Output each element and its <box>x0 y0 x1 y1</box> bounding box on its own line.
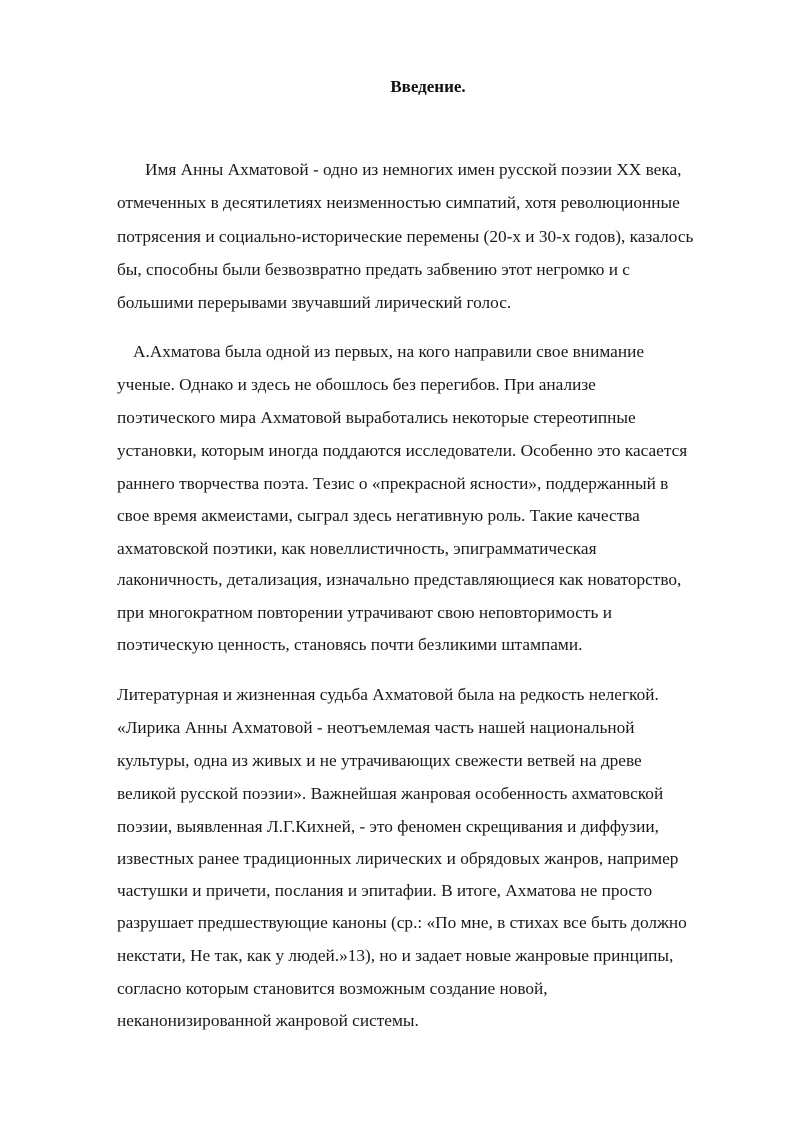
paragraph-1-line-1: Имя Анны Ахматовой - одно из немногих имен русской поэзии XX века, <box>145 160 682 179</box>
paragraph-2-line-3: поэтического мира Ахматовой выработались некоторые стереотипные <box>117 408 636 427</box>
paragraph-1-line-2: отмеченных в десятилетиях неизменностью симпатий, хотя революционные <box>117 193 680 212</box>
paragraph-3-line-10: согласно которым становится возможным создание новой, <box>117 979 548 998</box>
paragraph-2-line-10: поэтическую ценность, становясь почти безликими штампами. <box>117 635 583 654</box>
paragraph-3-line-6: известных ранее традиционных лирических и обрядовых жанров, например <box>117 849 679 868</box>
paragraph-3-line-7: частушки и причети, послания и эпитафии. В итоге, Ахматова не просто <box>117 881 653 900</box>
paragraph-2-line-6: свое время акмеистами, сыграл здесь негативную роль. Такие качества <box>117 506 640 525</box>
paragraph-3-line-3: культуры, одна из живых и не утрачивающих свежести ветвей на древе <box>117 751 642 770</box>
paragraph-3-line-11: неканонизированной жанровой системы. <box>117 1011 419 1030</box>
paragraph-1-line-5: большими перерывами звучавший лирический голос. <box>117 293 512 312</box>
paragraph-2-line-7: ахматовской поэтики, как новеллистичность, эпиграмматическая <box>117 539 597 558</box>
paragraph-3-line-5: поэзии, выявленная Л.Г.Кихней, - это феномен скрещивания и диффузии, <box>117 817 659 836</box>
paragraph-2-line-9: при многократном повторении утрачивают свою неповторимость и <box>117 603 612 622</box>
paragraph-2-line-1: А.Ахматова была одной из первых, на кого направили свое внимание <box>133 342 644 361</box>
paragraph-3-line-8: разрушает предшествующие каноны (ср.: «По мне, в стихах все быть должно <box>117 913 687 932</box>
paragraph-1-line-3: потрясения и социально-исторические перемены (20-х и 30-х годов), казалось <box>117 227 694 246</box>
paragraph-2-line-8: лаконичность, детализация, изначально представляющиеся как новаторство, <box>117 570 682 589</box>
paragraph-2-line-4: установки, которым иногда поддаются исследователи. Особенно это касается <box>117 441 688 460</box>
paragraph-2-line-5: раннего творчества поэта. Тезис о «прекрасной ясности», поддержанный в <box>117 474 669 493</box>
paragraph-3-line-1: Литературная и жизненная судьба Ахматовой была на редкость нелегкой. <box>117 685 659 704</box>
paragraph-3-line-2: «Лирика Анны Ахматовой - неотъемлемая часть нашей национальной <box>117 718 635 737</box>
paragraph-3-line-4: великой русской поэзии». Важнейшая жанровая особенность ахматовской <box>117 784 664 803</box>
paragraph-2-line-2: ученые. Однако и здесь не обошлось без перегибов. При анализе <box>117 375 596 394</box>
paragraph-1-line-4: бы, способны были безвозвратно предать забвению этот негромко и с <box>117 260 630 279</box>
document-title: Введение. <box>390 77 466 96</box>
paragraph-3-line-9: некстати, Не так, как у людей.»13), но и задает новые жанровые принципы, <box>117 946 674 965</box>
